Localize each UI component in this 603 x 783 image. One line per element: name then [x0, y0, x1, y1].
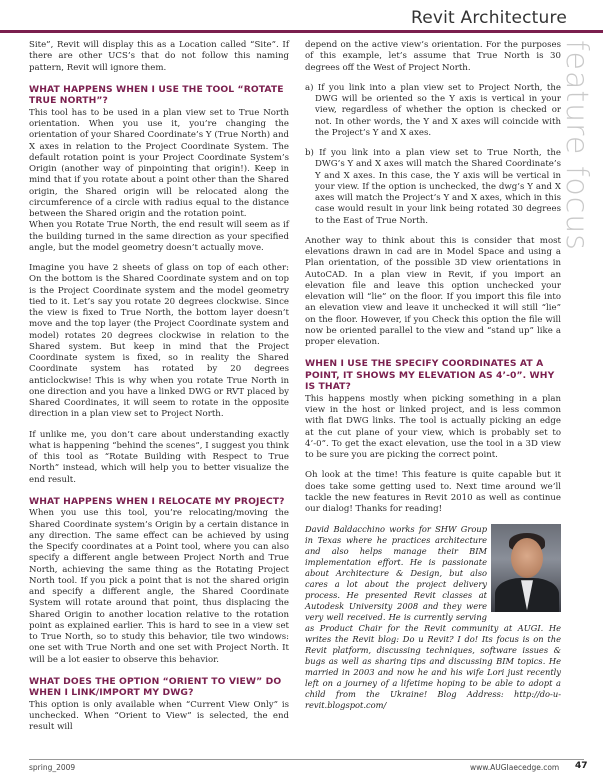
heading-relocate-project: WHAT HAPPENS WHEN I RELOCATE MY PROJECT?	[29, 495, 285, 507]
section-title: Revit Architecture	[410, 8, 567, 28]
list-item-a: a) If you link into a plan view set to Project North, the DWG will be oriented so the Y axis is vertical in your view, regardless of whether the option is checked or not. In other words, the Y and X axes will coincide with the Project’s Y and X axes.	[305, 82, 561, 138]
intro-paragraph: Site”, Revit will display this as a Location called “Site”. If there are other UCS’s that do not follow this naming pattern, Revit will ignore them.	[29, 40, 289, 73]
heading-orient-to-view: WHAT DOES THE OPTION “ORIENT TO VIEW” DO WHEN I LINK/IMPORT MY DWG?	[29, 675, 282, 699]
author-bio	[305, 524, 561, 711]
paragraph: Imagine you have 2 sheets of glass on top of each other: On the bottom is the Shared Coordinate system and on top is the Project Coordinate system and the model geometry tied to it. Let’s say you rotate 20 degrees clockwise. Since the view is fixed to True North, the bottom layer doesn’t move and the top layer (the Project Coordinate system and model) rotates 20 degrees clockwise in relation to the Shared system. But keep in mind that the Project Coordinate system is fixed, so in reality the Shared Coordinate system has rotated by 20 degrees anticlockwise! This is why when you rotate True North in one direction and you have a linked DWG or RVT placed by Shared Coordinates, it will seem to rotate in the opposite direction in a plan view set to Project North.	[29, 263, 289, 420]
author-photo	[491, 524, 561, 612]
list-item-b: b) If you link into a plan view set to True North, the DWG’s Y and X axes will match the Shared Coordinate’s Y and X axes. In this case, the Y axis will be vertical in your view. If the option is unchecked, the dwg’s Y and X axes will match the Project’s Y and X axes, which in this case would result in your link being rotated 30 degrees to the East of True North.	[305, 148, 561, 226]
paragraph: Another way to think about this is consider that most elevations drawn in cad are in Model Space and using a Plan orientation, of the possible 3D view orientations in AutoCAD. In a plan view in Revit, if you import an elevation file and leave this option unchecked your elevation will “lie” on the floor. If you import this file into an elevation view and leave it unchecked it will still “lie” on the floor. However, if you Check this option the file will now be oriented parallel to the view and “stand up” like a proper elevation.	[305, 235, 561, 347]
paragraph: When you use this tool, you’re relocating/moving the Shared Coordinate system’s Origin by a certain distance in any direction. The same effect can be achieved by using the Specify coordinates at a Point tool, where you can also specify a different angle between Project North and True North, achieving the same thing as the Rotating Project North tool. If you pick a point that is not the shared origin and specify a different angle, the Shared Coordinate System will rotate around that point, thus displacing the Shared Origin to another location relative to the rotation point as explained earlier. This is hard to see in a view set to True North, so to study this behavior, tile two windows: one set with True North and one set with Project North. It will be a lot easier to observe this behavior.	[29, 508, 289, 665]
footer-url[interactable]: www.AUGIaecedge.com	[470, 763, 560, 772]
paragraph: This tool has to be used in a plan view set to True North orientation. When you use it, you’re changing the orientation of your Shared Coordinate’s Y (True North) and X axes in relation to the Project Coordinate System. The default rotation point is your Project Coordinate System’s Origin (another way of pinpointing that origin!). Keep in mind that if you rotate about a point other than the Shared origin, the Shared origin will be relocated along the circumference of a circle with radius equal to the distance between the Shared origin and the rotation point.	[29, 107, 289, 219]
header-rule	[0, 30, 603, 33]
paragraph: When you Rotate True North, the end result will seem as if the building turned in the same direction as your specified angle, but the model geometry doesn’t actually move.	[29, 220, 289, 253]
right-column	[305, 40, 561, 711]
paragraph: This happens mostly when picking something in a plan view in the host or linked project, and is less common with flat DWG links. The tool is actually picking an edge at the cut plane of your view, which is probably set to 4’-0”. To get the exact elevation, use the tool in a 3D view to be sure you are picking the correct point.	[305, 393, 561, 460]
paragraph: This option is only available when “Current View Only” is unchecked. When “Orient to View” is selected, the end result will	[29, 699, 289, 733]
heading-rotate-true-north: WHAT HAPPENS WHEN I USE THE TOOL “ROTATE TRUE NORTH”?	[29, 83, 284, 107]
footer-issue: spring_2009	[29, 763, 76, 772]
author-bio-text: David Baldacchino works for SHW Group in Texas where he practices architecture and also helps manage their BIM implementation effort. He is passionate about Architecture & Design, but also cares a lot about the project delivery process. He presented Revit classes at Autodesk University 2008 and they were very well received. He is currently serving as Product Chair for the Revit community at AUGI. He writes the Revit blog: Do u Revit? I do! Its focus is on the Revit platform, discussing techniques, software issues & bugs as well as sharing tips and discussing BIM topics. He married in 2003 and now he and his wife Lori just recently left on a journey of a lifetime hoping to be able to adopt a child from the Ukraine! Blog Address: http://do-u-revit.blogspot.com/	[305, 524, 561, 711]
paragraph: If unlike me, you don’t care about understanding exactly what is happening “behind the scenes”, I suggest you think of this tool as “Rotate Building with Respect to True North” instead, which will help you to better visualize the end result.	[29, 429, 289, 485]
footer-rule	[29, 759, 584, 760]
heading-specify-coordinates: WHEN I USE THE SPECIFY COORDINATES AT A POINT, IT SHOWS MY ELEVATION AS 4’-0”. WHY IS THAT?	[305, 358, 555, 393]
paragraph: depend on the active view’s orientation. For the purposes of this example, let’s assume that True North is 30 degrees off the West of Project North.	[305, 40, 561, 73]
page-number: 47	[575, 761, 588, 771]
left-column	[29, 40, 289, 734]
feature-focus-label: feature focus	[559, 40, 594, 251]
paragraph: Oh look at the time! This feature is quite capable but it does take some getting used to. Next time around we’ll tackle the new features in Revit 2010 as well as continue our dialog! Thanks for reading!	[305, 470, 561, 514]
